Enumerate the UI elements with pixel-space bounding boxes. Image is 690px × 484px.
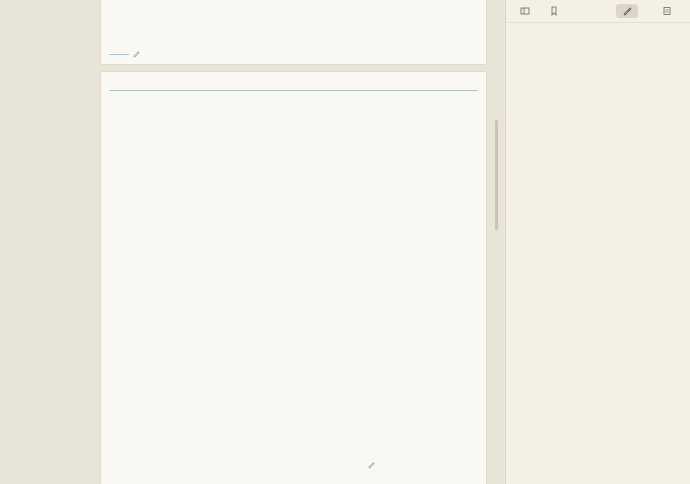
bookmark-button[interactable] [543,4,565,18]
sidebar-toggle-button[interactable] [514,4,536,18]
highlighter-button[interactable] [616,4,638,18]
highlighter-pen-icon [622,6,632,16]
notes-icon [662,6,672,16]
notes-button[interactable] [656,4,678,18]
book-page-277 [101,72,486,484]
panel-divider [506,22,690,23]
side-panel [505,0,690,484]
annotate-pen-icon[interactable] [132,49,141,58]
book-page-276 [101,0,486,64]
page-rule [109,54,129,55]
sidebar-toggle-icon [520,6,530,16]
bookmark-icon [549,6,559,16]
scrollbar-thumb[interactable] [495,120,498,230]
header-rule [109,90,478,91]
annotate-pen-icon[interactable] [367,460,376,469]
